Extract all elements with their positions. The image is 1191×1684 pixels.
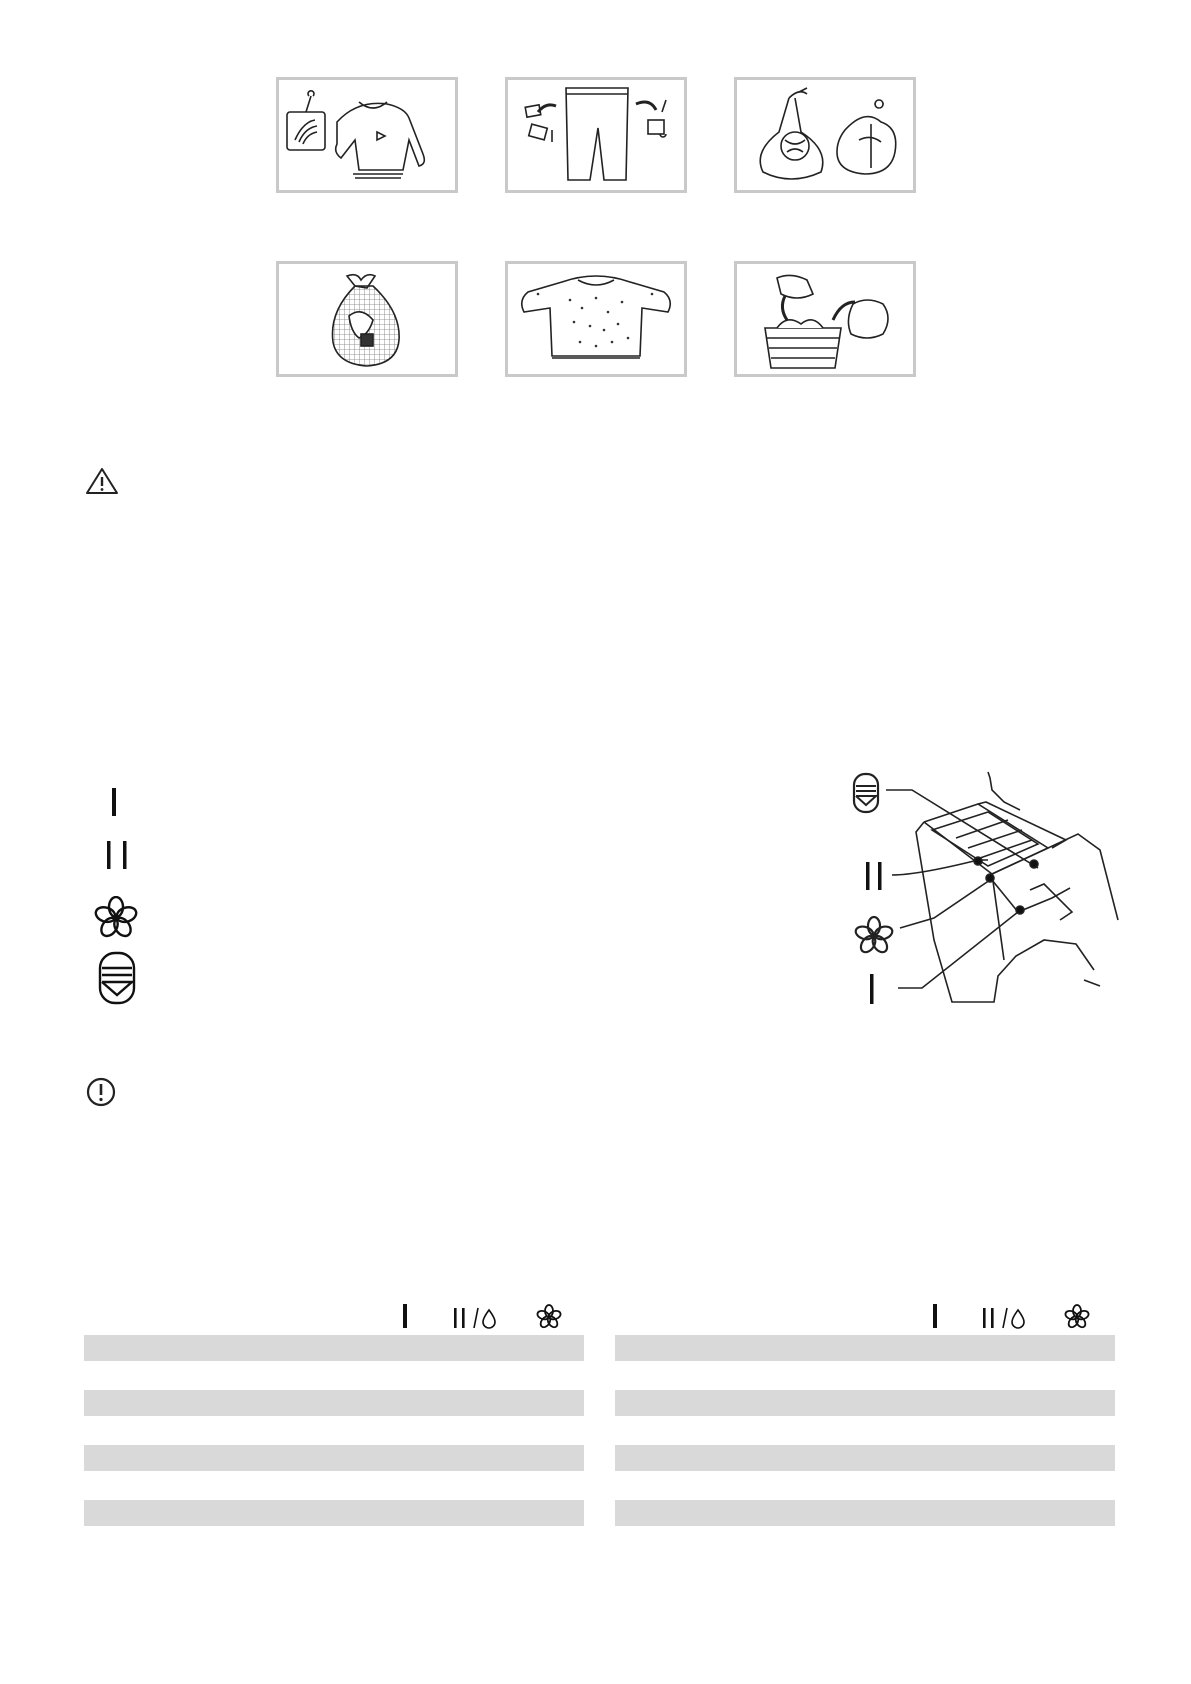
sort-laundry-illustration [734, 261, 916, 377]
wash-bag-icon [279, 264, 455, 374]
dosage-table-header-right [615, 1302, 1115, 1332]
table-row [615, 1335, 1115, 1361]
diagram-prewash-icon [870, 974, 874, 1004]
empty-pockets-trousers-icon [508, 80, 684, 190]
knitted-sweater-icon [508, 264, 684, 374]
prewash-symbol-icon [108, 787, 120, 817]
table-row [615, 1390, 1115, 1416]
diagram-dispenser-lever-icon [854, 774, 878, 812]
table-row [84, 1390, 584, 1416]
dispenser-lever-icon [97, 950, 137, 1006]
table-row [84, 1445, 584, 1471]
dispenser-drawer-diagram [838, 770, 1124, 1010]
wash-bag-illustration [276, 261, 458, 377]
diagram-main-wash-icon [866, 862, 882, 890]
dosage-table-header-left [84, 1302, 584, 1332]
table-row [615, 1445, 1115, 1471]
knitted-sweater-illustration [505, 261, 687, 377]
prewash-column-icon [930, 1302, 940, 1330]
fasten-zips-illustration [734, 77, 916, 193]
softener-column-icon [536, 1304, 562, 1330]
fasten-zips-garments-icon [737, 80, 913, 190]
exclamation-circle-icon [85, 1076, 117, 1108]
main-wash-liquid-column-icon [981, 1306, 1027, 1330]
empty-pockets-illustration [505, 77, 687, 193]
warning-triangle-icon [85, 466, 119, 496]
main-wash-liquid-column-icon [452, 1306, 498, 1330]
sort-laundry-basket-icon [737, 264, 913, 374]
table-row [84, 1500, 584, 1526]
care-label-sweater-illustration [276, 77, 458, 193]
main-wash-symbol-icon [104, 840, 130, 870]
table-row [84, 1335, 584, 1361]
softener-column-icon [1064, 1304, 1090, 1330]
diagram-softener-icon [854, 917, 894, 955]
softener-flower-icon [94, 896, 138, 940]
prewash-column-icon [400, 1302, 410, 1330]
care-label-sweater-icon [279, 80, 455, 190]
table-row [615, 1500, 1115, 1526]
